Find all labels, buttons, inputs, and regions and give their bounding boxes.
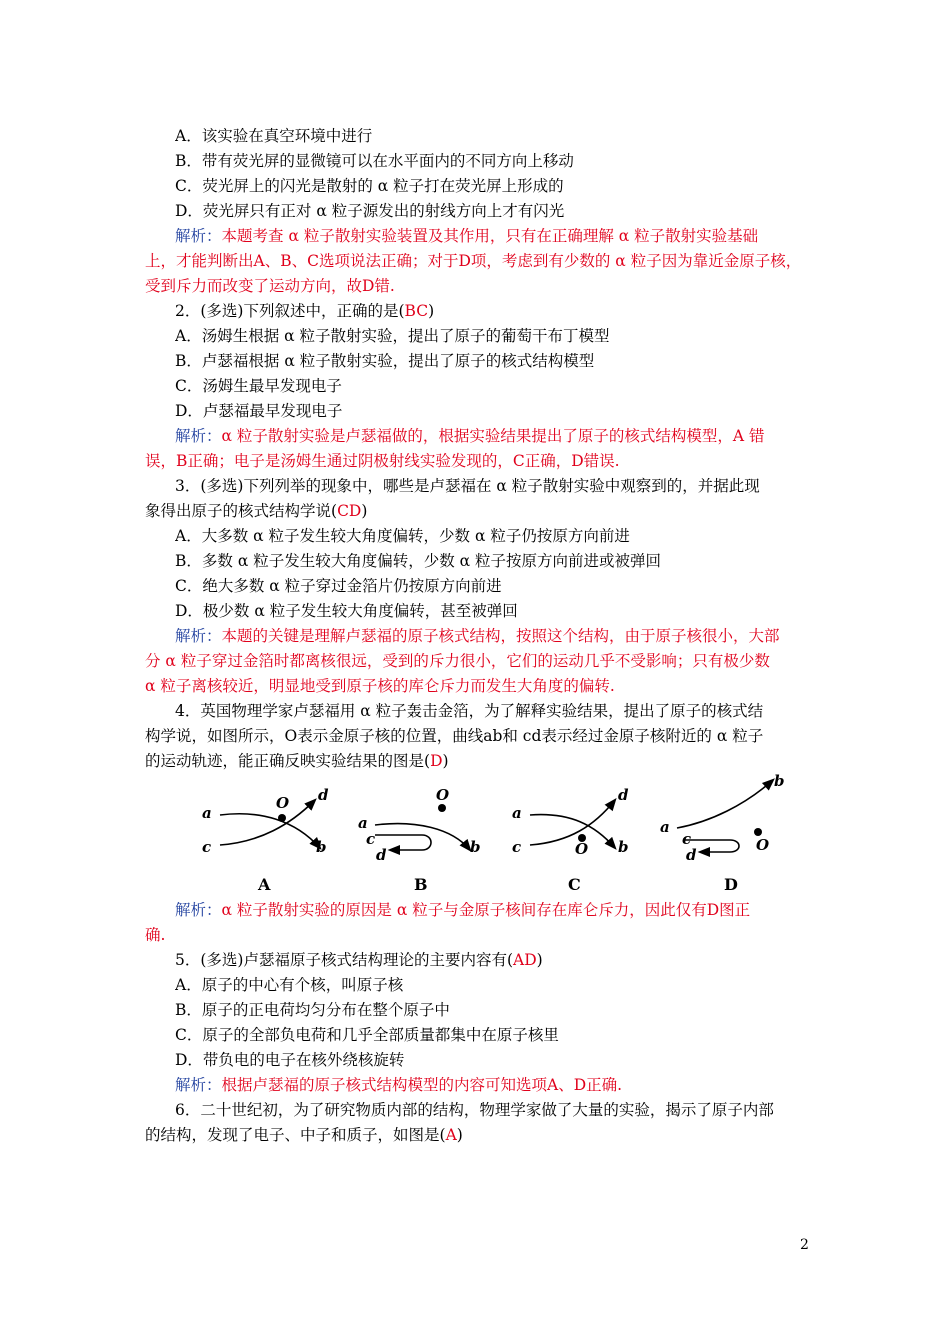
label-o: O (276, 794, 290, 812)
q1-analysis-line-1 (175, 224, 815, 248)
q1-option-c: C．荧光屏上的闪光是散射的 α 粒子打在荧光屏上形成的 (175, 177, 564, 195)
q3-option-b: B．多数 α 粒子发生较大角度偏转，少数 α 粒子按原方向前进或被弹回 (175, 552, 662, 570)
label-c: c (512, 838, 522, 856)
label-a: a (512, 804, 522, 822)
label-c: c (366, 830, 376, 848)
q2-answer: BC (404, 302, 429, 320)
q2-option-a: A．汤姆生根据 α 粒子散射实验，提出了原子的葡萄干布丁模型 (175, 327, 610, 345)
q1-option-b: B．带有荧光屏的显微镜可以在水平面内的不同方向上移动 (175, 152, 574, 170)
q4-stem-line-2: 构学说，如图所示，O表示金原子核的位置，曲线ab和 cd表示经过金原子核附近的 α 粒子 (145, 727, 764, 745)
q5-stem: 5．(多选)卢瑟福原子核式结构理论的主要内容有(AD) (175, 951, 543, 969)
analysis-text: 本题考查 α 粒子散射实验装置及其作用，只有在正确理解 α 粒子散射实验基础 (221, 227, 759, 245)
q3-option-a: A．大多数 α 粒子发生较大角度偏转，少数 α 粒子仍按原方向前进 (175, 527, 630, 545)
q3-option-d: D．极少数 α 粒子发生较大角度偏转，甚至被弹回 (175, 602, 518, 620)
analysis-text: 本题的关键是理解卢瑟福的原子核式结构，按照这个结构，由于原子核很小，大部 (221, 627, 780, 645)
label-c: c (682, 830, 692, 848)
q4-stem-line-3: 的运动轨迹，能正确反映实验结果的图是(D) (145, 752, 449, 770)
q4-stem-line-1: 4．英国物理学家卢瑟福用 α 粒子轰击金箔，为了解释实验结果，提出了原子的核式结 (175, 702, 764, 720)
panel-label-a: A (258, 875, 271, 894)
panel-label-b: B (414, 875, 428, 894)
trajectory-ab (375, 824, 470, 850)
label-a: a (660, 818, 670, 836)
q5-answer: AD (513, 951, 537, 969)
label-b: b (316, 838, 327, 856)
analysis-text: α 粒子散射实验是卢瑟福做的，根据实验结果提出了原子的核式结构模型，A 错 (221, 427, 765, 445)
q5-option-a: A．原子的中心有个核，叫原子核 (175, 976, 404, 994)
analysis-label: 解析： (175, 901, 222, 919)
q4-analysis-line-1 (175, 898, 815, 922)
q2-option-b: B．卢瑟福根据 α 粒子散射实验，提出了原子的核式结构模型 (175, 352, 595, 370)
q3-option-c: C．绝大多数 α 粒子穿过金箔片仍按原方向前进 (175, 577, 502, 595)
analysis-text: α 粒子散射实验的原因是 α 粒子与金原子核间存在库仑斥力，因此仅有D图正 (221, 901, 751, 919)
panel-label-c: C (568, 875, 581, 894)
q6-answer: A (445, 1126, 457, 1144)
q5-option-b: B．原子的正电荷均匀分布在整个原子中 (175, 1001, 450, 1019)
q5-option-c: C．原子的全部负电荷和几乎全部质量都集中在原子核里 (175, 1026, 559, 1044)
label-d: d (318, 786, 329, 804)
q3-analysis-line-2: 分 α 粒子穿过金箔时都离核很远，受到的斥力很小，它们的运动几乎不受影响；只有极少数 (145, 652, 770, 670)
q5-analysis-line-1 (175, 1073, 815, 1097)
trajectory-cd (220, 800, 315, 845)
analysis-label: 解析： (175, 427, 222, 445)
q2-option-c: C．汤姆生最早发现电子 (175, 377, 342, 395)
figure-panel-b (358, 786, 481, 894)
q5-option-d: D．带负电的电子在核外绕核旋转 (175, 1051, 405, 1069)
q3-answer: CD (337, 502, 362, 520)
q2-analysis-line-1 (175, 424, 815, 448)
label-a: a (358, 814, 368, 832)
analysis-label: 解析： (175, 1076, 222, 1094)
q1-analysis-line-2: 上，才能判断出A、B、C选项说法正确；对于D项，考虑到有少数的 α 粒子因为靠近金原子核， (145, 252, 802, 270)
q4-answer: D (430, 752, 443, 770)
q1-option-d: D．荧光屏只有正对 α 粒子源发出的射线方向上才有闪光 (175, 202, 565, 220)
analysis-text: 根据卢瑟福的原子核式结构模型的内容可知选项A、D正确. (221, 1076, 623, 1094)
trajectory-ab (677, 780, 773, 828)
q6-stem-line-2: 的结构，发现了电子、中子和质子，如图是(A) (145, 1126, 463, 1144)
label-c: c (202, 838, 212, 856)
nucleus-dot (278, 814, 286, 822)
label-o: O (756, 836, 770, 854)
label-d: d (686, 846, 697, 864)
label-o: O (436, 786, 450, 804)
q2-stem: 2．(多选)下列叙述中，正确的是(BC) (175, 302, 435, 320)
figure-panel-a (202, 786, 329, 894)
label-d: d (618, 786, 629, 804)
q3-stem-line-2: 象得出原子的核式结构学说(CD) (145, 502, 368, 520)
alpha-scattering-figure (190, 770, 790, 900)
q1-analysis-line-3: 受到斥力而改变了运动方向，故D错. (145, 277, 395, 295)
label-o: O (575, 840, 589, 858)
nucleus-dot (438, 804, 446, 812)
analysis-label: 解析： (175, 627, 222, 645)
q3-stem-line-1: 3．(多选)下列列举的现象中，哪些是卢瑟福在 α 粒子散射实验中观察到的，并据此现 (175, 477, 760, 495)
label-b: b (774, 772, 785, 790)
figure-panel-d (660, 772, 785, 894)
label-b: b (618, 838, 629, 856)
trajectory-cd (530, 800, 615, 845)
analysis-label: 解析： (175, 227, 222, 245)
q4-analysis-line-2: 确. (145, 926, 166, 944)
figure-panel-c (512, 786, 629, 894)
q3-analysis-line-1 (175, 624, 815, 648)
q6-stem-line-1: 6．二十世纪初，为了研究物质内部的结构，物理学家做了大量的实验，揭示了原子内部 (175, 1101, 774, 1119)
page-number: 2 (800, 1237, 809, 1253)
q1-option-a: A．该实验在真空环境中进行 (175, 127, 373, 145)
label-d: d (376, 846, 387, 864)
q2-analysis-line-2: 误，B正确；电子是汤姆生通过阴极射线实验发现的，C正确，D错误. (145, 452, 620, 470)
label-a: a (202, 804, 212, 822)
panel-label-d: D (724, 875, 738, 894)
nucleus-dot (754, 828, 762, 836)
q3-analysis-line-3: α 粒子离核较近，明显地受到原子核的库仑斥力而发生大角度的偏转. (145, 677, 615, 695)
q2-option-d: D．卢瑟福最早发现电子 (175, 402, 343, 420)
label-b: b (470, 838, 481, 856)
